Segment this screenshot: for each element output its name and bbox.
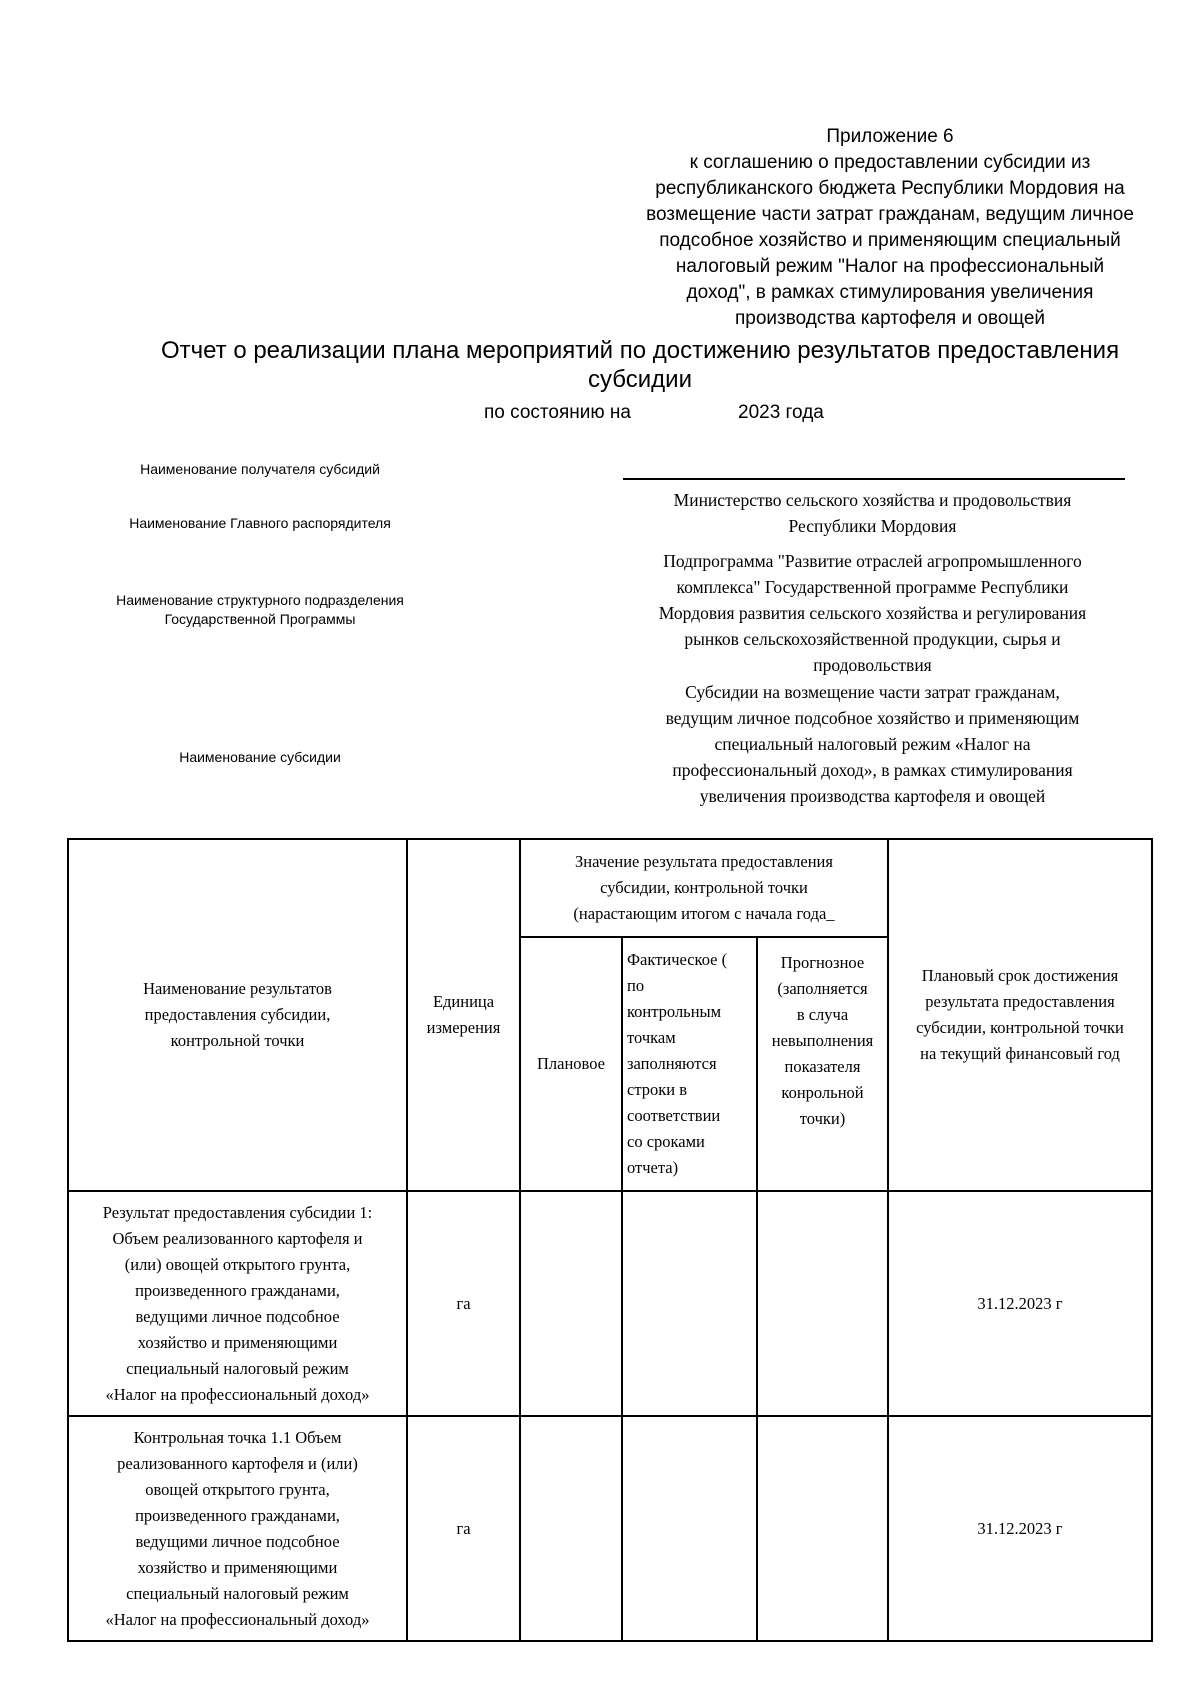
table-row <box>68 1191 1152 1416</box>
row-name-line: Объем реализованного картофеля и <box>112 1228 363 1248</box>
row-name-line: произведенного гражданами, <box>135 1505 340 1525</box>
report-title-line: субсидии <box>588 366 692 393</box>
subdivision-label-line: Наименование структурного подразделения <box>116 592 404 608</box>
row-name-line: произведенного гражданами, <box>135 1280 340 1300</box>
header-value-group <box>520 839 888 937</box>
header-value-group-line: субсидии, контрольной точки <box>600 878 808 897</box>
subdivision-label-line: Государственной Программы <box>164 611 356 627</box>
header-forecast-line: показателя <box>784 1057 861 1076</box>
appendix-line: республиканского бюджета Республики Мордовия на <box>655 178 1125 199</box>
subdivision-value-line: Подпрограмма "Развитие отраслей агропромышленного <box>663 551 1082 571</box>
header-forecast-line: точки) <box>799 1109 846 1128</box>
as-of-year: 2023 года <box>738 402 824 423</box>
subdivision-value-line: комплекса" Государственной программе Республики <box>676 577 1069 597</box>
subsidy-value-line: профессиональный доход», в рамках стимулирования <box>672 760 1073 780</box>
header-actual-line: соответствии <box>627 1106 721 1125</box>
header-unit-line: Единица <box>432 992 495 1011</box>
header-deadline-line: на текущий финансовый год <box>920 1044 1120 1063</box>
recipient-value-line <box>623 478 1125 480</box>
table-row <box>68 1416 1152 1641</box>
subsidy-value-line: специальный налоговый режим «Налог на <box>714 734 1031 754</box>
as-of-label: по состоянию на <box>484 402 631 423</box>
appendix-line: возмещение части затрат гражданам, ведущим личное <box>646 204 1134 225</box>
subsidy-value-line: увеличения производства картофеля и овощей <box>699 786 1046 806</box>
subsidy-value <box>620 679 1125 809</box>
header-forecast <box>757 937 888 1191</box>
header-planned-text: Плановое <box>536 1054 605 1073</box>
header-deadline-line: субсидии, контрольной точки <box>916 1018 1124 1037</box>
header-name <box>68 839 407 1191</box>
subdivision-value-line: Мордовия развития сельского хозяйства и регулирования <box>658 603 1087 623</box>
appendix-note <box>620 124 1160 332</box>
row-forecast <box>757 1416 888 1641</box>
main-manager-value <box>620 487 1125 539</box>
header-deadline-line: Плановый срок достижения <box>921 966 1119 985</box>
appendix-line: производства картофеля и овощей <box>734 308 1046 329</box>
header-deadline-line: результата предоставления <box>925 992 1115 1011</box>
row-deadline: 31.12.2023 г <box>888 1191 1152 1416</box>
row-name-line: (или) овощей открытого грунта, <box>124 1254 351 1274</box>
appendix-line: доход", в рамках стимулирования увеличения <box>686 282 1094 303</box>
row-name-line: Контрольная точка 1.1 Объем <box>133 1427 342 1447</box>
subsidy-value-line: Субсидии на возмещение части затрат гражданам, <box>685 682 1060 702</box>
row-name <box>68 1191 407 1416</box>
subsidy-label-text: Наименование субсидии <box>179 749 341 765</box>
row-name-line: ведущими личное подсобное <box>135 1531 340 1551</box>
header-actual <box>622 937 757 1191</box>
header-unit-line: измерения <box>426 1018 501 1037</box>
header-value-group-line: Значение результата предоставления <box>575 852 833 871</box>
header-actual-line: отчета) <box>627 1158 679 1177</box>
appendix-line: подсобное хозяйство и применяющим специальный <box>659 230 1121 251</box>
main-manager-value-line: Республики Мордовия <box>788 516 957 536</box>
appendix-title: Приложение 6 <box>826 126 954 147</box>
header-actual-line: со сроками <box>627 1132 705 1151</box>
appendix-line: налоговый режим "Налог на профессиональный <box>675 256 1105 277</box>
subdivision-value-line: продовольствия <box>813 655 932 675</box>
header-forecast-line: (заполняется <box>777 979 868 998</box>
row-name-line: хозяйство и применяющими <box>137 1557 338 1577</box>
header-actual-line: заполняются <box>627 1054 717 1073</box>
row-name-line: хозяйство и применяющими <box>137 1332 338 1352</box>
row-unit: га <box>407 1191 520 1416</box>
row-actual <box>622 1416 757 1641</box>
report-title-line: Отчет о реализации плана мероприятий по достижению результатов предоставления <box>160 337 1120 364</box>
header-forecast-line: конрольной <box>781 1083 864 1102</box>
row-name-line: Результат предоставления субсидии 1: <box>102 1202 373 1222</box>
header-name-line: контрольной точки <box>170 1031 305 1050</box>
header-unit <box>407 839 520 1191</box>
row-planned <box>520 1191 622 1416</box>
row-name-line: «Налог на профессиональный доход» <box>105 1609 370 1629</box>
header-planned <box>520 937 622 1191</box>
row-planned <box>520 1416 622 1641</box>
row-name-line: специальный налоговый режим <box>126 1358 349 1378</box>
header-forecast-line: в случа <box>796 1005 849 1024</box>
header-actual-line: точкам <box>627 1028 676 1047</box>
subdivision-value <box>620 548 1125 678</box>
subsidy-label <box>40 748 480 767</box>
row-deadline: 31.12.2023 г <box>888 1416 1152 1641</box>
row-name-line: ведущими личное подсобное <box>135 1306 340 1326</box>
row-name-line: реализованного картофеля и (или) <box>117 1453 358 1473</box>
results-table <box>67 838 1153 1642</box>
row-name-line: специальный налоговый режим <box>126 1583 349 1603</box>
header-forecast-line: невыполнения <box>771 1031 874 1050</box>
header-actual-line: контрольным <box>627 1002 722 1021</box>
main-manager-label <box>40 514 480 533</box>
subdivision-value-line: рынков сельскохозяйственной продукции, сырья и <box>684 629 1061 649</box>
row-unit: га <box>407 1416 520 1641</box>
row-forecast <box>757 1191 888 1416</box>
header-name-line: предоставления субсидии, <box>144 1005 331 1024</box>
header-value-group-line: (нарастающим итогом с начала года_ <box>573 904 835 923</box>
recipient-label-text: Наименование получателя субсидий <box>140 461 380 477</box>
appendix-line: к соглашению о предоставлении субсидии из <box>689 152 1091 173</box>
recipient-label <box>40 460 480 479</box>
header-forecast-line: Прогнозное <box>780 953 865 972</box>
header-actual-line: строки в <box>627 1080 687 1099</box>
main-manager-value-line: Министерство сельского хозяйства и продовольствия <box>673 490 1072 510</box>
header-name-line: Наименование результатов <box>143 979 332 998</box>
table-header-row <box>68 839 1152 937</box>
subdivision-label <box>40 591 480 629</box>
header-actual-line: Фактическое ( <box>627 950 728 969</box>
row-name-line: «Налог на профессиональный доход» <box>105 1384 370 1404</box>
row-name-line: овощей открытого грунта, <box>145 1479 330 1499</box>
header-deadline <box>888 839 1152 1191</box>
report-title <box>100 336 1180 394</box>
row-actual <box>622 1191 757 1416</box>
row-name <box>68 1416 407 1641</box>
header-actual-line: по <box>627 976 645 995</box>
subsidy-value-line: ведущим личное подсобное хозяйство и применяющим <box>665 708 1080 728</box>
main-manager-label-text: Наименование Главного распорядителя <box>129 515 391 531</box>
